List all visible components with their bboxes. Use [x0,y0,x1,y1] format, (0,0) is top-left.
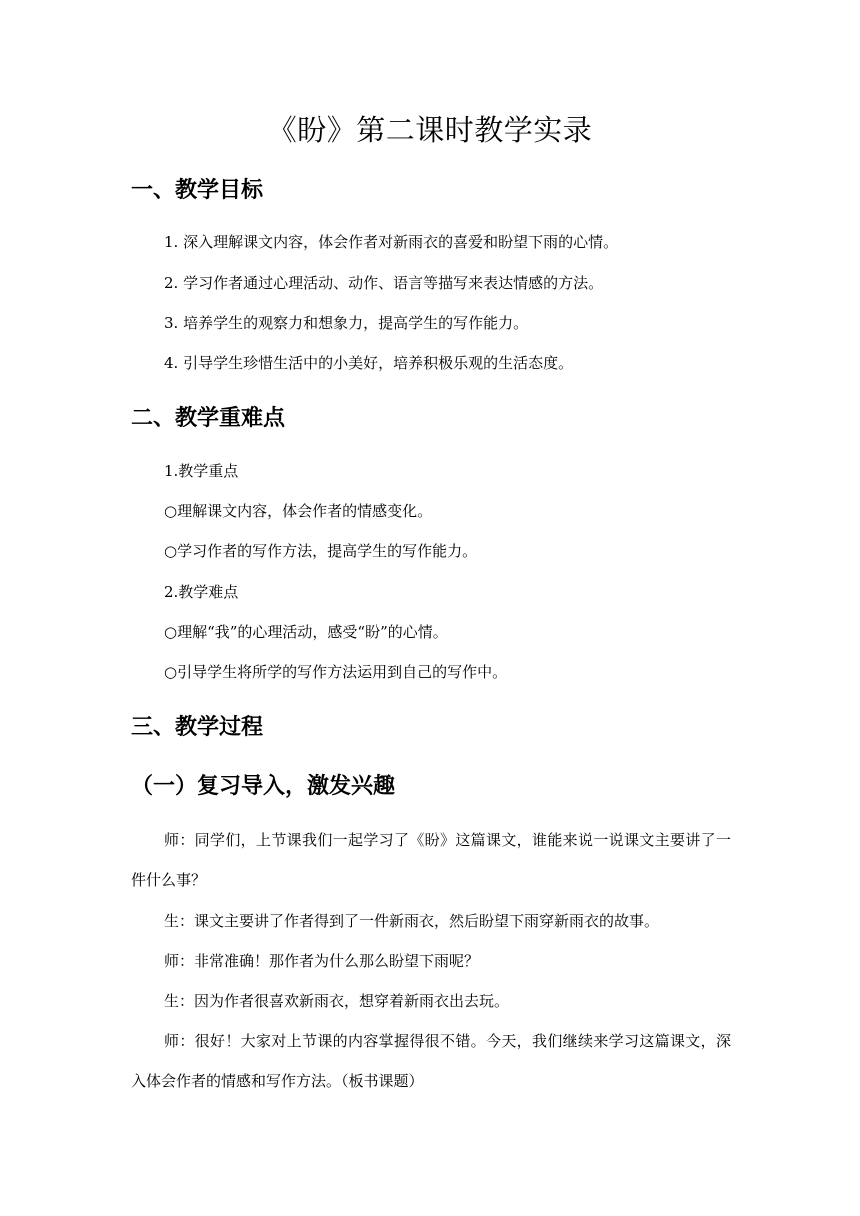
objective-item-3: 3. 培养学生的观察力和想象力，提高学生的写作能力。 [164,314,529,332]
dialogue-line-2: 生：课文主要讲了作者得到了一件新雨衣，然后盼望下雨穿新雨衣的故事。 [164,912,660,930]
dialogue-line-3: 师：非常准确！那作者为什么那么盼望下雨呢？ [164,952,480,970]
section-heading-objectives: 一、教学目标 [131,178,264,203]
difficulty-label: 2.教学难点 [164,583,239,601]
difficulty-item-1: ○理解“我”的心理活动，感受“盼”的心情。 [164,623,448,641]
objective-item-1: 1. 深入理解课文内容，体会作者对新雨衣的喜爱和盼望下雨的心情。 [164,233,619,251]
objective-item-4: 4. 引导学生珍惜生活中的小美好，培养积极乐观的生活态度。 [164,354,574,372]
focus-item-1: ○理解课文内容，体会作者的情感变化。 [164,502,433,520]
dialogue-line-5: 师：很好！大家对上节课的内容掌握得很不错。今天，我们继续来学习这篇课文，深入体会作者的情感和写作方法。（板书课题） [131,1032,731,1090]
subsection-heading-review: （一）复习导入，激发兴趣 [131,773,396,799]
document-title: 《盼》第二课时教学实录 [267,113,593,147]
difficulty-item-2: ○引导学生将所学的写作方法运用到自己的写作中。 [164,663,508,681]
objective-item-2: 2. 学习作者通过心理活动、动作、语言等描写来表达情感的方法。 [164,274,604,292]
dialogue-line-1: 师：同学们，上节课我们一起学习了《盼》这篇课文，谁能来说一说课文主要讲了一件什么事？ [131,831,731,889]
section-heading-process: 三、教学过程 [131,715,264,740]
focus-item-2: ○学习作者的写作方法，提高学生的写作能力。 [164,542,478,560]
focus-label: 1.教学重点 [164,462,239,480]
section-heading-key-points: 二、教学重难点 [131,406,286,431]
dialogue-line-4: 生：因为作者很喜欢新雨衣，想穿着新雨衣出去玩。 [164,992,510,1010]
